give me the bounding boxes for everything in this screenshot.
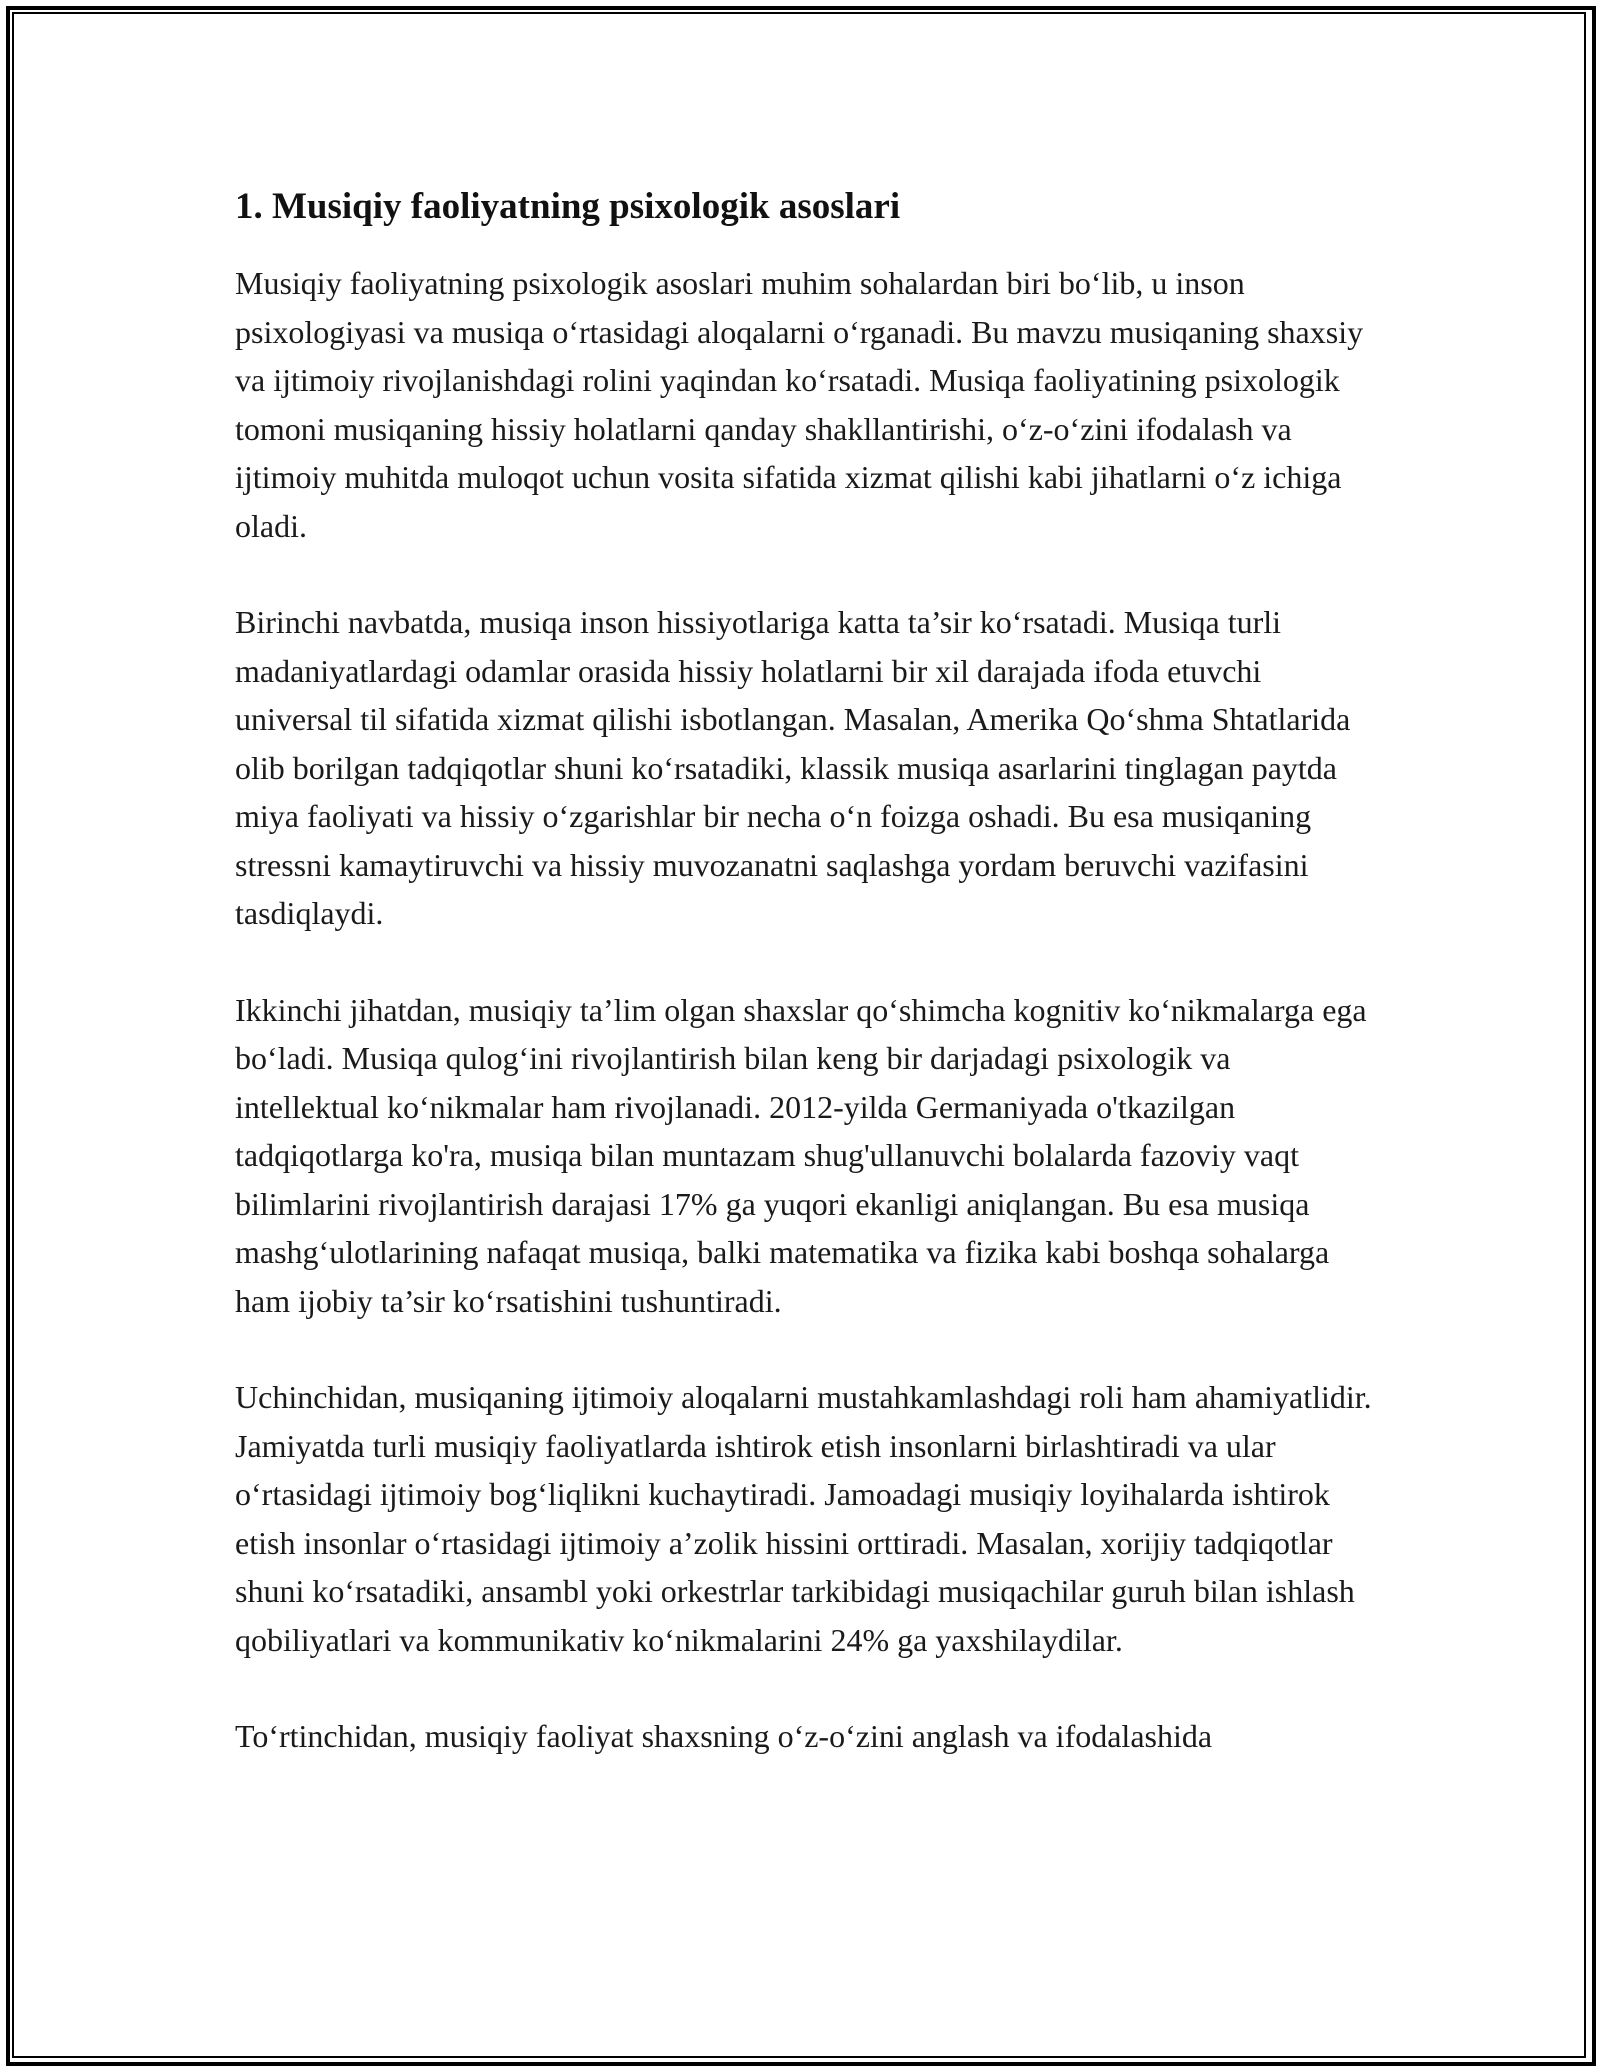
document-body bbox=[235, 185, 1375, 1809]
paragraph-second-point: Ikkinchi jihatdan, musiqiy ta’lim olgan shaxslar qo‘shimcha kognitiv ko‘nikmalarga ega bo‘ladi. Musiqa qulog‘ini rivojlantirish bilan keng bir darjadagi psixologik va intellektual ko‘nikmalar ham rivojlanadi. 2012-yilda Germaniyada o'tkazilgan tadqiqotlarga ko'ra, musiqa bilan muntazam shug'ullanuvchi bolalarda fazoviy vaqt bilimlarini rivojlantirish darajasi 17% ga yuqori ekanligi aniqlangan. Bu esa musiqa mashg‘ulotlarining nafaqat musiqa, balki matematika va fizika kabi boshqa sohalarga ham ijobiy ta’sir ko‘rsatishini tushuntiradi. bbox=[235, 991, 1367, 1319]
paragraph-first-point: Birinchi navbatda, musiqa inson hissiyotlariga katta ta’sir ko‘rsatadi. Musiqa turli madaniyatlardagi odamlar orasida hissiy holatlarni bir xil darajada ifoda etuvchi universal til sifatida xizmat qilishi isbotlangan. Masalan, Amerika Qo‘shma Shtatlarida olib borilgan tadqiqotlar shuni ko‘rsatadiki, klassik musiqa asarlarini tinglagan paytda miya faoliyati va hissiy o‘zgarishlar bir necha o‘n foizga oshadi. Bu esa musiqaning stressni kamaytiruvchi va hissiy muvozanatni saqlashga yordam beruvchi vazifasini tasdiqlaydi. bbox=[235, 604, 1351, 931]
paragraph-intro: Musiqiy faoliyatning psixologik asoslari muhim sohalardan biri bo‘lib, u inson psixologiyasi va musiqa o‘rtasidagi aloqalarni o‘rganadi. Bu mavzu musiqaning shaxsiy va ijtimoiy rivojlanishdagi rolini yaqindan ko‘rsatadi. Musiqa faoliyatining psixologik tomoni musiqaning hissiy holatlarni qanday shakllantirishi, o‘z-o‘zini ifodalash va ijtimoiy muhitda muloqot uchun vosita sifatida xizmat qilishi kabi jihatlarni o‘z ichiga oladi. bbox=[235, 265, 1364, 544]
paragraph-third-point: Uchinchidan, musiqaning ijtimoiy aloqalarni mustahkamlashdagi roli ham ahamiyatlidir. Jamiyatda turli musiqiy faoliyatlarda ishtirok etish insonlarni birlashtiradi va ular o‘rtasidagi ijtimoiy bog‘liqlikni kuchaytiradi. Jamoadagi musiqiy loyihalarda ishtirok etish insonlar o‘rtasidagi ijtimoiy a’zolik hissini orttiradi. Masalan, xorijiy tadqiqotlar shuni ko‘rsatadiki, ansambl yoki orkestrlar tarkibidagi musiqachilar guruh bilan ishlash qobiliyatlari va kommunikativ ko‘nikmalarini 24% ga yaxshilaydilar. bbox=[235, 1379, 1372, 1658]
paragraph-fourth-point: To‘rtinchidan, musiqiy faoliyat shaxsning o‘z-o‘zini anglash va ifodalashida bbox=[235, 1718, 1213, 1754]
section-heading: 1. Musiqiy faoliyatning psixologik asoslari bbox=[235, 186, 901, 227]
